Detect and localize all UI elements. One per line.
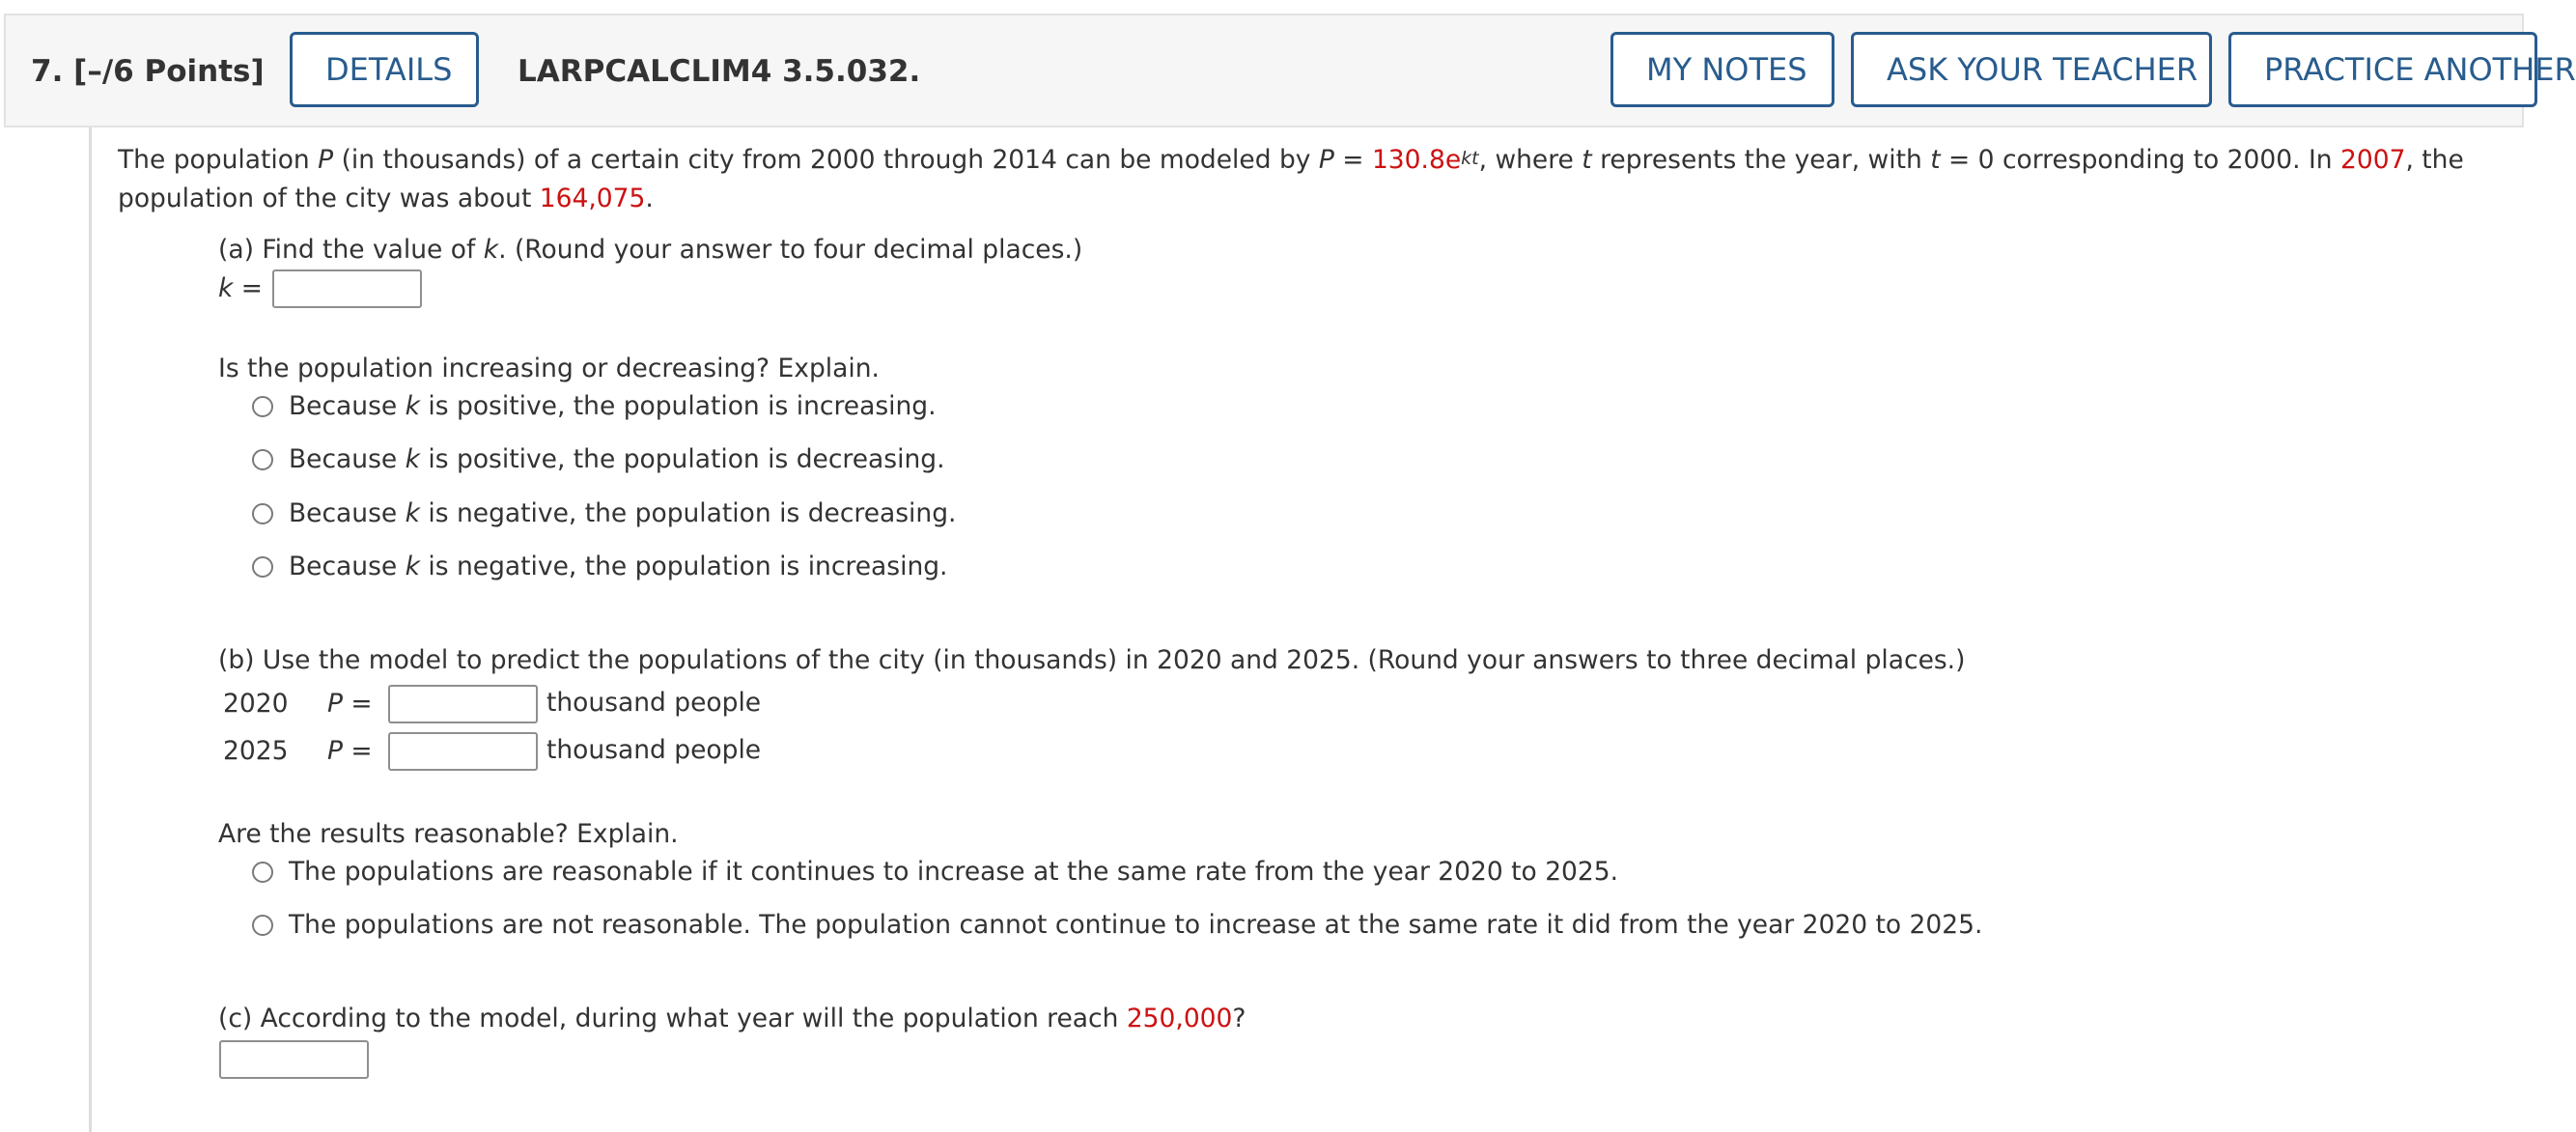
option-label[interactable]: The populations are not reasonable. The population cannot continue to increase at the same rate it did from the year 2020 to 2025. [289, 910, 1983, 940]
part-b-prompt: (b) Use the model to predict the populations of the city (in thousands) in 2020 and 2025. (Round your answers to three decimal places.) [218, 645, 1966, 675]
coefficient-value: 130.8 [1371, 145, 1445, 175]
p-2025-input[interactable] [388, 732, 538, 771]
intro-text: , the [2405, 145, 2464, 175]
comma: , [1478, 145, 1488, 175]
option-label[interactable] [289, 498, 956, 529]
intro-text: population of the city was about [118, 184, 540, 213]
year-label: 2025 [223, 736, 289, 766]
intro-line-1 [118, 145, 2464, 176]
equals: = [233, 273, 263, 303]
intro-text: The population [118, 145, 319, 175]
question-number-points [31, 54, 265, 89]
intro-text: where [1495, 145, 1582, 175]
prompt-text: ? [1232, 1004, 1246, 1033]
ask-your-teacher-button[interactable]: ASK YOUR TEACHER [1851, 32, 2212, 107]
exp-base: e [1444, 145, 1462, 175]
intro-line-2 [118, 184, 654, 214]
exponent: kt [1461, 148, 1479, 169]
question-code: LARPCALCLIM4 3.5.032. [518, 54, 921, 89]
var-k: k [405, 391, 420, 421]
var-p: P [318, 145, 334, 175]
option-text: Because [289, 498, 406, 528]
unit-label: thousand people [546, 688, 762, 718]
prompt-text: (a) Find the value of [218, 235, 484, 265]
question-number: 7. [31, 54, 64, 89]
var-t: t [1930, 145, 1941, 175]
reasonable-question: Are the results reasonable? Explain. [218, 819, 679, 849]
p-label [327, 689, 373, 720]
option-radio[interactable] [252, 396, 273, 417]
var-k: k [405, 552, 420, 581]
option-label[interactable] [289, 391, 937, 422]
p-2020-input[interactable] [388, 685, 538, 723]
prompt-text: (c) According to the model, during what year will the population reach [218, 1004, 1127, 1033]
option-label[interactable] [289, 444, 945, 475]
option-text: is negative, the population is increasing. [419, 552, 948, 581]
p-label [327, 736, 373, 767]
year-answer-input[interactable] [219, 1040, 369, 1079]
option-radio[interactable] [252, 503, 273, 524]
var-k: k [405, 498, 420, 528]
var-k: k [405, 444, 420, 474]
var-p: P [1318, 145, 1334, 175]
option-radio[interactable] [252, 449, 273, 470]
option-text: is positive, the population is decreasing. [419, 444, 945, 474]
option-label[interactable] [289, 552, 947, 582]
k-answer-label [218, 273, 263, 304]
var-p: P [327, 689, 343, 719]
highlight-year: 2007 [2339, 145, 2406, 175]
var-k: k [218, 273, 234, 303]
highlight-target: 250,000 [1126, 1004, 1233, 1033]
highlight-population: 164,075 [539, 184, 646, 213]
option-text: Because [289, 552, 406, 581]
option-radio[interactable] [252, 862, 273, 883]
equals: = [342, 689, 373, 719]
my-notes-button[interactable]: MY NOTES [1610, 32, 1834, 107]
question-points: [–/6 Points] [73, 54, 265, 89]
part-a-prompt [218, 235, 1082, 266]
var-k: k [483, 235, 499, 265]
practice-another-button[interactable]: PRACTICE ANOTHER [2228, 32, 2537, 107]
intro-text: (in thousands) of a certain city from 2000 through 2014 can be modeled by [333, 145, 1319, 175]
equals: = [1333, 145, 1372, 175]
increasing-question: Is the population increasing or decreasing? Explain. [218, 354, 880, 383]
intro-text: represents the year, with [1591, 145, 1931, 175]
intro-text: corresponding to 2000. In [2002, 145, 2340, 175]
k-answer-input[interactable] [272, 269, 422, 308]
option-text: Because [289, 444, 406, 474]
option-radio[interactable] [252, 915, 273, 936]
option-label[interactable]: The populations are reasonable if it continues to increase at the same rate from the year 2020 to 2025. [289, 857, 1619, 887]
part-c-prompt [218, 1004, 1246, 1034]
year-label: 2020 [223, 689, 289, 719]
intro-text: . [645, 184, 654, 213]
intro-text: = 0 [1940, 145, 2002, 175]
var-t: t [1582, 145, 1592, 175]
option-text: is positive, the population is increasing. [419, 391, 937, 421]
question-body [89, 127, 2525, 1132]
unit-label: thousand people [546, 735, 762, 765]
option-radio[interactable] [252, 556, 273, 578]
var-p: P [327, 736, 343, 766]
option-text: is negative, the population is decreasing. [419, 498, 957, 528]
equals: = [342, 736, 373, 766]
option-text: Because [289, 391, 406, 421]
prompt-text: . (Round your answer to four decimal places.) [498, 235, 1083, 265]
details-button[interactable]: DETAILS [290, 32, 479, 107]
